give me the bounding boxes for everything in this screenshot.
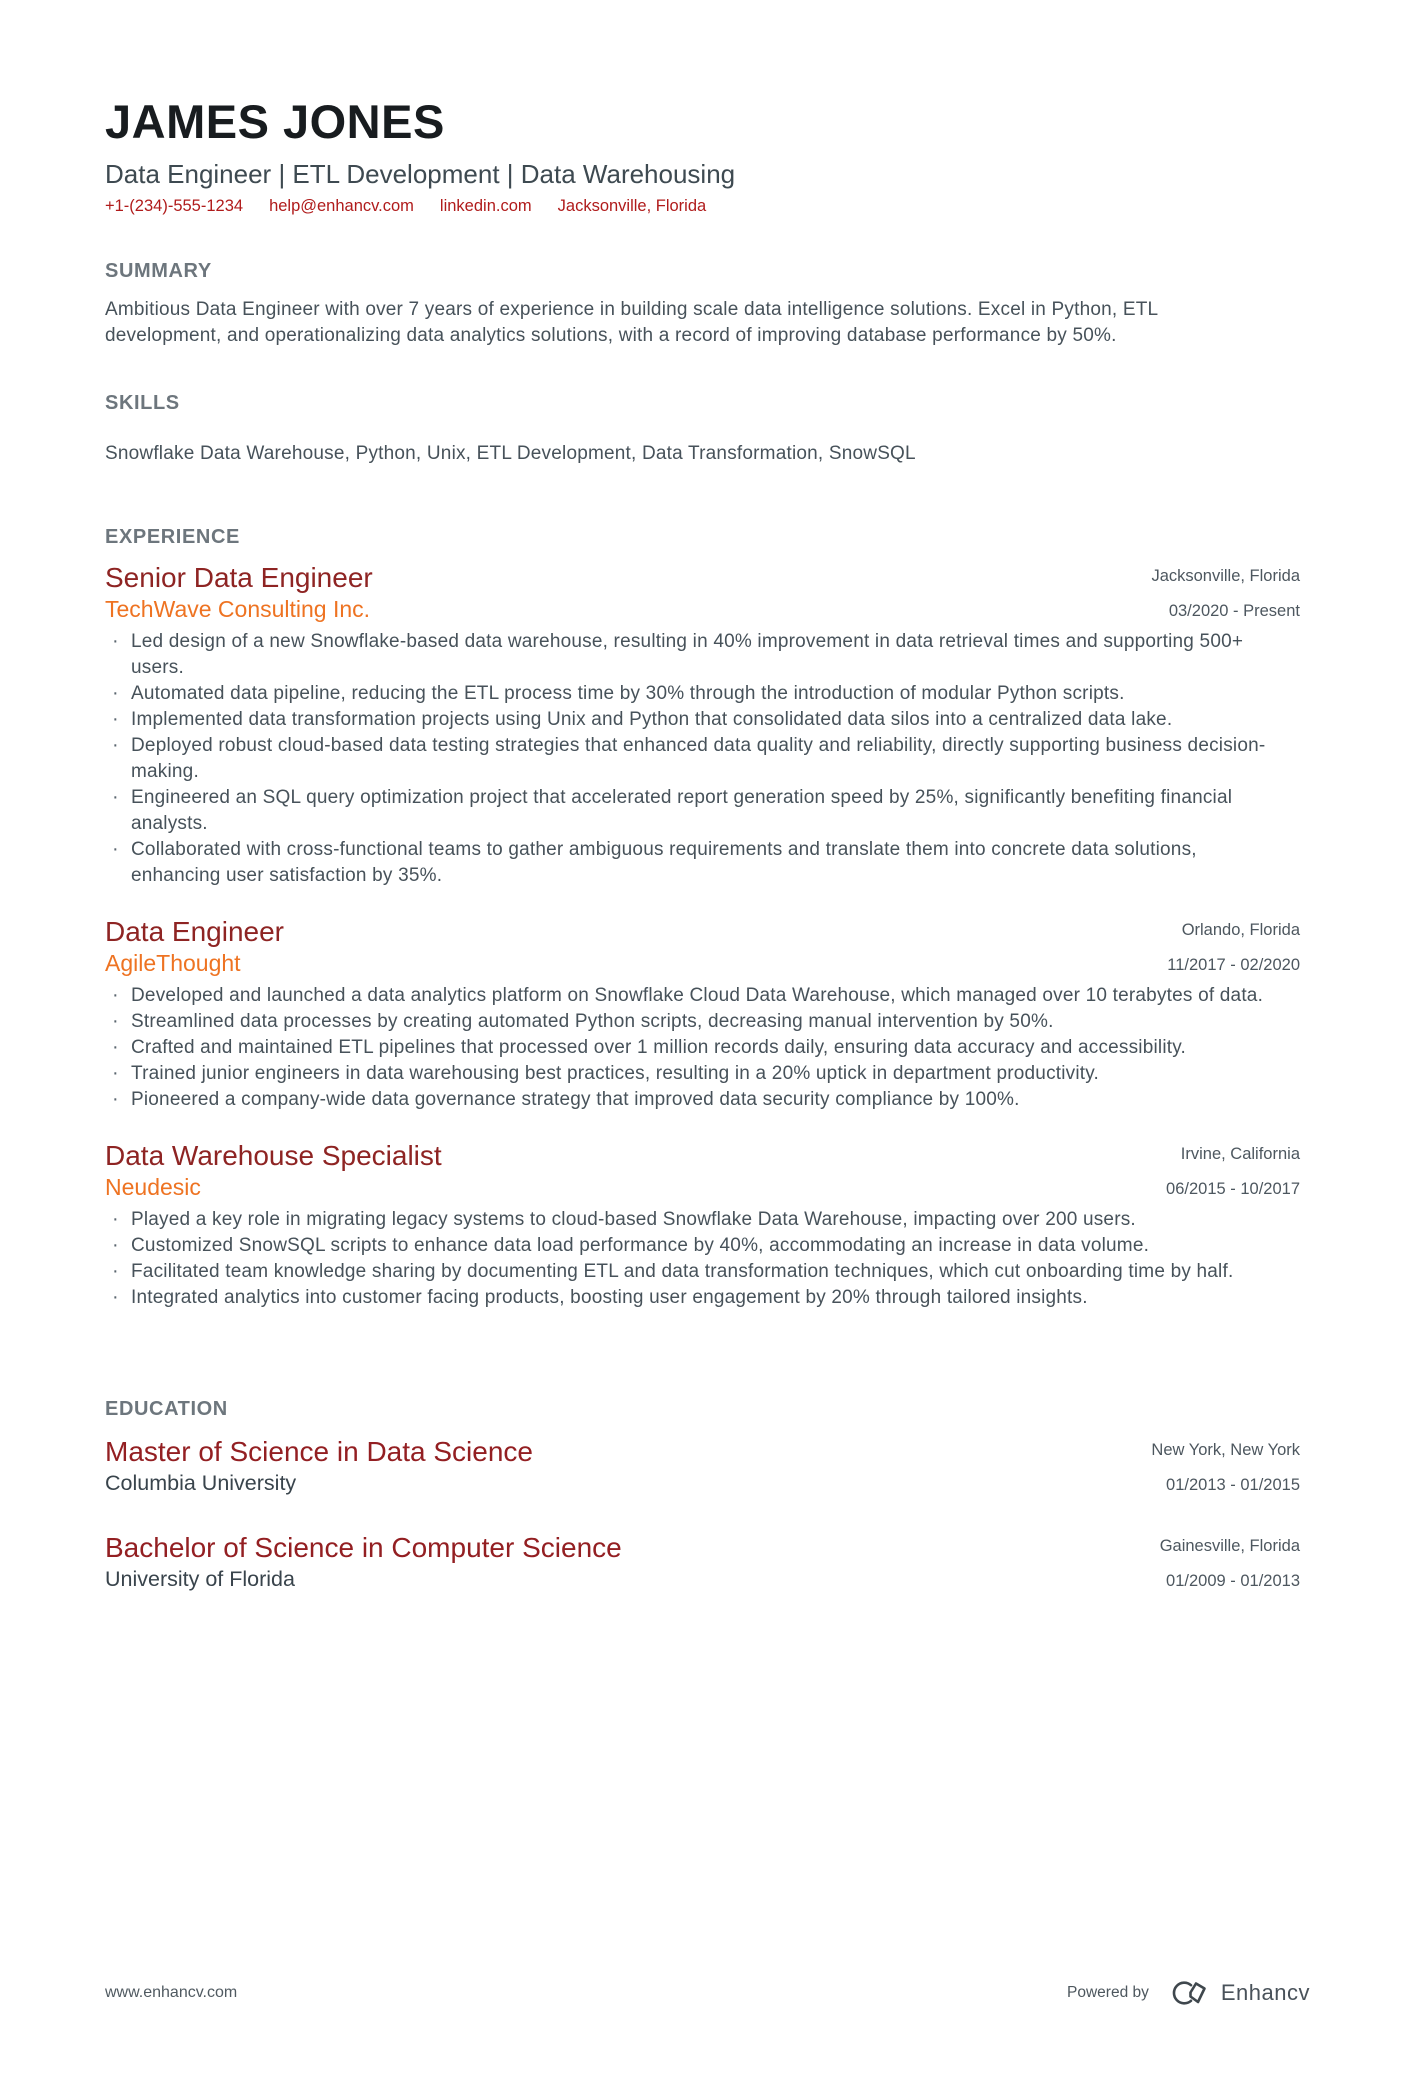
job-bullet: · Automated data pipeline, reducing the ETL process time by 30% through the introduction of modular Python scripts.: [105, 681, 1280, 707]
job-bullet: · Integrated analytics into customer facing products, boosting user engagement by 20% through tailored insights.: [105, 1285, 1280, 1311]
experience-heading: EXPERIENCE: [105, 526, 240, 548]
job-bullet: · Played a key role in migrating legacy systems to cloud-based Snowflake Data Warehouse, impacting over 200 users.: [105, 1207, 1280, 1233]
job-bullet: · Pioneered a company-wide data governance strategy that improved data security compliance by 100%.: [105, 1087, 1280, 1113]
job-title: Data Engineer: [105, 916, 285, 947]
job-bullet: · Led design of a new Snowflake-based data warehouse, resulting in 40% improvement in data retrieval times and supporting 500+ users.: [105, 629, 1280, 681]
skills-section: [105, 391, 1300, 467]
job-bullet: · Trained junior engineers in data warehousing best practices, resulting in a 20% uptick in department productivity.: [105, 1061, 1280, 1087]
resume-page: [0, 96, 1410, 2091]
job-location: Irvine, California: [1180, 1145, 1300, 1163]
company-name: Neudesic: [105, 1174, 201, 1200]
school-name: Columbia University: [105, 1471, 297, 1495]
degree-dates: 01/2013 - 01/2015: [1166, 1476, 1300, 1494]
education-entry-bachelors: [105, 1531, 1300, 1593]
job-bullet: · Customized SnowSQL scripts to enhance data load performance by 40%, accommodating an increase in data volume.: [105, 1233, 1280, 1259]
summary-text: Ambitious Data Engineer with over 7 years of experience in building scale data intelligence solutions. Excel in Python, ETL development, and operationalizing data analytics solutions, with a record of improving database performance by 50%.: [105, 299, 1158, 346]
experience-entry-data-warehouse-specialist: [105, 1139, 1300, 1311]
job-dates: 11/2017 - 02/2020: [1167, 956, 1300, 974]
job-location: Orlando, Florida: [1181, 921, 1300, 939]
education-heading: EDUCATION: [105, 1398, 228, 1420]
powered-by-label: Powered by: [1067, 1984, 1149, 2001]
job-bullet-list: [105, 983, 1280, 1113]
experience-section: [105, 525, 1300, 1311]
job-dates: 03/2020 - Present: [1168, 602, 1300, 620]
job-bullet: · Facilitated team knowledge sharing by documenting ETL and data transformation techniques, which cut onboarding time by half.: [105, 1259, 1280, 1285]
job-bullet: · Collaborated with cross-functional teams to gather ambiguous requirements and translate them into concrete data solutions, enhancing user satisfaction by 35%.: [105, 837, 1280, 889]
job-bullet: · Engineered an SQL query optimization project that accelerated report generation speed by 25%, significantly benefiting financial analysts.: [105, 785, 1280, 837]
job-bullet-list: [105, 1207, 1280, 1311]
email-link[interactable]: help@enhancv.com: [269, 197, 414, 215]
person-name: JAMES JONES: [105, 95, 445, 148]
school-location: Gainesville, Florida: [1159, 1537, 1300, 1555]
education-entry-masters: [105, 1435, 1300, 1497]
powered-by-group: [1067, 1978, 1310, 2008]
degree-title: Master of Science in Data Science: [105, 1436, 533, 1467]
enhancv-logo-icon: [1165, 1978, 1211, 2008]
location-text: Jacksonville, Florida: [557, 197, 707, 215]
job-bullet: · Streamlined data processes by creating automated Python scripts, decreasing manual intervention by 50%.: [105, 1009, 1280, 1035]
skills-text: Snowflake Data Warehouse, Python, Unix, ETL Development, Data Transformation, SnowSQL: [105, 443, 916, 464]
job-title: Senior Data Engineer: [105, 562, 373, 593]
job-bullet: · Developed and launched a data analytics platform on Snowflake Cloud Data Warehouse, which managed over 10 terabytes of data.: [105, 983, 1280, 1009]
job-bullet: · Deployed robust cloud-based data testing strategies that enhanced data quality and reliability, directly supporting business decision-making.: [105, 733, 1280, 785]
company-name: AgileThought: [105, 950, 241, 976]
enhancv-wordmark: Enhancv: [1220, 1980, 1310, 2005]
company-name: TechWave Consulting Inc.: [105, 596, 371, 622]
job-bullet-list: [105, 629, 1280, 889]
job-title: Data Warehouse Specialist: [105, 1140, 442, 1171]
enhancv-brand-link[interactable]: [1165, 1978, 1310, 2008]
experience-entry-data-engineer: [105, 915, 1300, 1113]
contact-row: [105, 195, 1300, 217]
school-name: University of Florida: [105, 1567, 295, 1591]
education-section: [105, 1397, 1300, 1593]
job-dates: 06/2015 - 10/2017: [1166, 1180, 1300, 1198]
degree-dates: 01/2009 - 01/2013: [1166, 1572, 1300, 1590]
school-location: New York, New York: [1151, 1441, 1300, 1459]
summary-heading: SUMMARY: [105, 260, 212, 282]
job-bullet: · Crafted and maintained ETL pipelines that processed over 1 million records daily, ensuring data accuracy and accessibility.: [105, 1035, 1280, 1061]
skills-heading: SKILLS: [105, 392, 180, 414]
job-location: Jacksonville, Florida: [1151, 567, 1300, 585]
phone-number: +1-(234)-555-1234: [105, 197, 244, 215]
linkedin-link[interactable]: linkedin.com: [439, 197, 532, 215]
headline: Data Engineer | ETL Development | Data Warehousing: [105, 159, 736, 189]
degree-title: Bachelor of Science in Computer Science: [105, 1532, 622, 1563]
page-footer: [105, 1978, 1310, 2008]
footer-website-link[interactable]: www.enhancv.com: [105, 1984, 238, 2001]
job-bullet: · Implemented data transformation projects using Unix and Python that consolidated data silos into a centralized data lake.: [105, 707, 1280, 733]
experience-entry-senior-data-engineer: [105, 561, 1300, 889]
summary-section: [105, 259, 1300, 349]
